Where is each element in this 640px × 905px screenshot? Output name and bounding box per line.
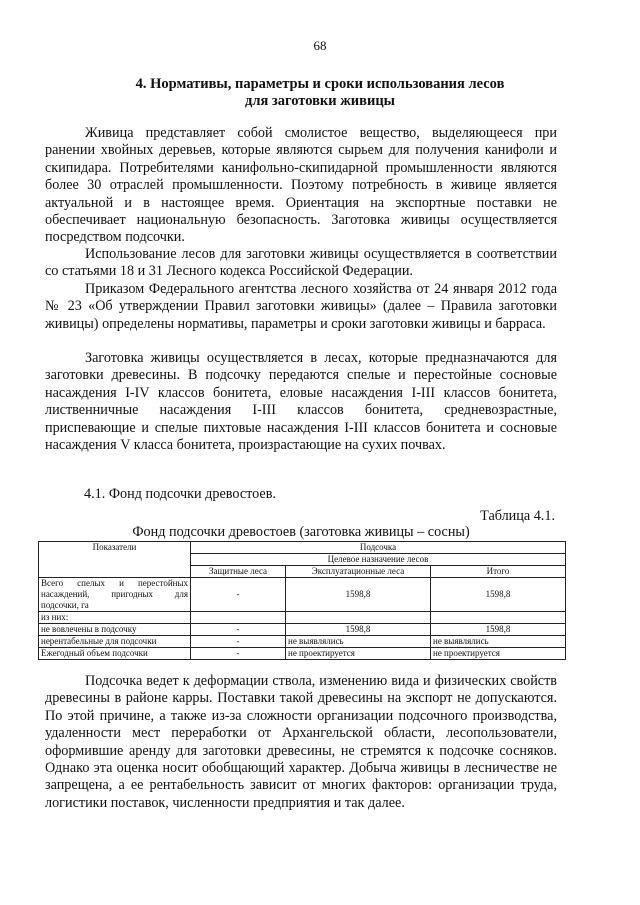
header-purpose: Целевое назначение лесов [191, 554, 566, 566]
cell-exploitation: не проектируется [286, 648, 431, 660]
cell-exploitation: не выявлялись [286, 636, 431, 648]
row-label: не вовлечены в подсочку [39, 624, 191, 636]
paragraph-5: Подсочка ведет к деформации ствола, изменению вида и физических свойств древесины в районе карры. Поставки такой древесины на экспорт не допускаются. По этой причине, а также из-за сложности организации подсочного производства, удаленности мест переработки от Архангельской области, лесопользователи, оформившие аренду для заготовки древесины, не стремятся к подсочке сосняков. Однако эта оценка носит обобщающий характер. Добыча живицы в лесничестве не запрещена, а ее рентабельность зависит от многих факторов: организации труда, логистики поставок, численности предприятия и так далее. [45, 673, 557, 811]
heading-line-2: для заготовки живицы [244, 93, 395, 109]
cell-total: не выявлялись [431, 636, 566, 648]
table-caption: Фонд подсочки древостоев (заготовка живицы – сосны) [132, 524, 470, 540]
row-label: Ежегодный объем подсочки [39, 648, 191, 660]
header-tapping: Подсочка [191, 542, 566, 554]
table-row [39, 636, 566, 648]
cell-protective: - [191, 648, 286, 660]
row-label: нерентабельные для подсочки [39, 636, 191, 648]
page-number: 68 [313, 38, 327, 53]
cell-total: 1598,8 [431, 578, 566, 612]
header-exploitation: Эксплуатационные леса [286, 566, 431, 578]
subsection-title: 4.1. Фонд подсочки древостоев. [84, 486, 276, 502]
table-row [39, 578, 566, 612]
heading-line-1: 4. Нормативы, параметры и сроки использования лесов [135, 76, 505, 92]
cell-protective [191, 612, 286, 624]
cell-protective: - [191, 578, 286, 612]
table-row [39, 648, 566, 660]
header-protective: Защитные леса [191, 566, 286, 578]
table-row [39, 624, 566, 636]
cell-exploitation: 1598,8 [286, 578, 431, 612]
cell-total: не проектируется [431, 648, 566, 660]
header-total: Итого [431, 566, 566, 578]
row-label: из них: [39, 612, 191, 624]
header-indicators: Показатели [39, 542, 191, 578]
section-heading [80, 76, 560, 110]
cell-total: 1598,8 [431, 624, 566, 636]
row-label: Всего спелых и перестойных насаждений, пригодных для подсочки, га [39, 578, 191, 612]
paragraph-3: Приказом Федерального агентства лесного хозяйства от 24 января 2012 года № 23 «Об утверждении Правил заготовки живицы» (далее – Правила заготовки живицы) определены нормативы, параметры и сроки заготовки живицы и барраса. [45, 281, 557, 332]
cell-total [431, 612, 566, 624]
paragraph-2: Использование лесов для заготовки живицы осуществляется в соответствии со статьями 18 и 31 Лесного кодекса Российской Федерации. [45, 246, 557, 280]
cell-protective: - [191, 624, 286, 636]
cell-exploitation: 1598,8 [286, 624, 431, 636]
paragraph-1: Живица представляет собой смолистое вещество, выделяющееся при ранении хвойных деревьев, которые являются сырьем для получения канифоли и скипидара. Потребителями канифольно-скипидарной промышленности являются более 30 отраслей промышленности. Поэтому потребность в живице является актуальной и в настоящее время. Ориентация на экспортные поставки не обеспечивает национальную безопасность. Заготовка живицы осуществляется посредством подсочки. [45, 125, 557, 246]
table-row [39, 612, 566, 624]
table-label: Таблица 4.1. [480, 508, 555, 524]
tapping-fund-table [38, 541, 566, 660]
paragraph-4: Заготовка живицы осуществляется в лесах, которые предназначаются для заготовки древесины. В подсочку передаются спелые и перестойные сосновые насаждения I-IV классов бонитета, еловые насаждения I-III классов бонитета, лиственничные насаждения I-III классов бонитета, средневозрастные, приспевающие и спелые пихтовые насаждения I-III классов бонитета и сосновые насаждения V класса бонитета, произрастающие на сухих почвах. [45, 350, 557, 454]
cell-exploitation [286, 612, 431, 624]
cell-protective: - [191, 636, 286, 648]
